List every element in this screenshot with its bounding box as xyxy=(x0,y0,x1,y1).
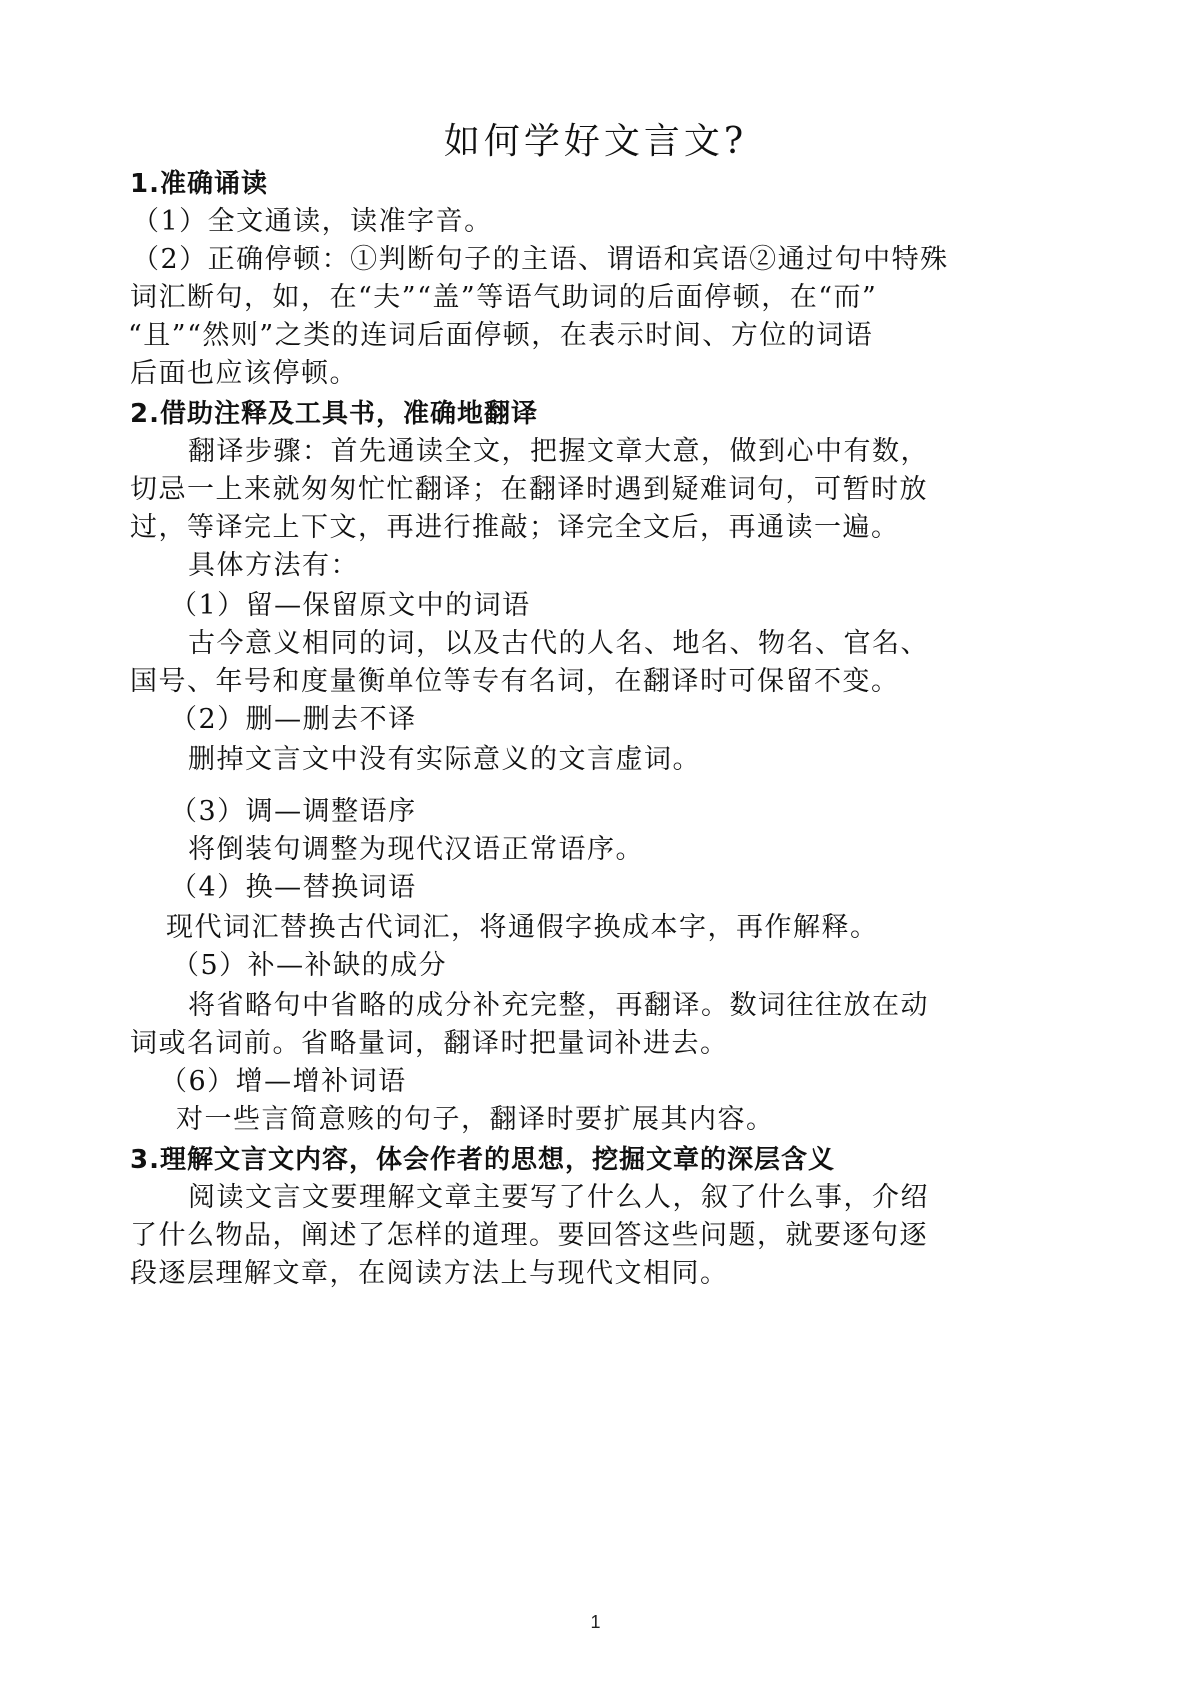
method-1-line-2: 国号、年号和度量衡单位等专有名词，在翻译时可保留不变。 xyxy=(130,666,900,697)
section-1-line-1: （1）全文通读，读准字音。 xyxy=(132,206,493,237)
section-1-line-4: “且”“然则”之类的连词后面停顿，在表示时间、方位的词语 xyxy=(128,320,874,351)
section-3-heading: 3.理解文言文内容，体会作者的思想，挖掘文章的深层含义 xyxy=(130,1145,835,1175)
section-2-line-3: 过，等译完上下文，再进行推敲；译完全文后，再通读一遍。 xyxy=(130,512,900,543)
method-2-heading: （2）删—删去不译 xyxy=(170,704,417,735)
method-6-heading: （6）增—增补词语 xyxy=(160,1066,407,1097)
method-3-line-1: 将倒装句调整为现代汉语正常语序。 xyxy=(188,834,644,865)
section-1-heading: 1.准确诵读 xyxy=(130,169,268,199)
document-title: 如何学好文言文? xyxy=(443,121,748,162)
method-3-heading: （3）调—调整语序 xyxy=(170,796,417,827)
method-4-heading: （4）换—替换词语 xyxy=(170,872,417,903)
section-3-line-3: 段逐层理解文章，在阅读方法上与现代文相同。 xyxy=(130,1258,729,1289)
method-4-line-1: 现代词汇替换古代词汇，将通假字换成本字，再作解释。 xyxy=(166,912,879,943)
section-2-line-4: 具体方法有： xyxy=(188,550,359,581)
section-2-line-1: 翻译步骤：首先通读全文，把握文章大意，做到心中有数， xyxy=(188,436,929,467)
section-2-line-2: 切忌一上来就匆匆忙忙翻译；在翻译时遇到疑难词句，可暂时放 xyxy=(130,474,928,505)
method-5-line-2: 词或名词前。省略量词，翻译时把量词补进去。 xyxy=(130,1028,729,1059)
section-3-line-2: 了什么物品，阐述了怎样的道理。要回答这些问题，就要逐句逐 xyxy=(130,1220,928,1251)
method-1-line-1: 古今意义相同的词，以及古代的人名、地名、物名、官名、 xyxy=(188,628,929,659)
section-1-line-2: （2）正确停顿：①判断句子的主语、谓语和宾语②通过句中特殊 xyxy=(132,244,949,275)
method-1-heading: （1）留—保留原文中的词语 xyxy=(170,590,531,621)
section-1-line-3: 词汇断句，如，在“夫”“盖”等语气助词的后面停顿，在“而” xyxy=(130,282,878,313)
method-2-line-1: 删掉文言文中没有实际意义的文言虚词。 xyxy=(188,744,701,775)
method-5-heading: （5）补—补缺的成分 xyxy=(172,950,448,981)
method-6-line-1: 对一些言简意赅的句子，翻译时要扩展其内容。 xyxy=(176,1104,775,1135)
method-5-line-1: 将省略句中省略的成分补充完整，再翻译。数词往往放在动 xyxy=(188,990,929,1021)
section-1-line-5: 后面也应该停顿。 xyxy=(130,358,358,389)
section-3-line-1: 阅读文言文要理解文章主要写了什么人，叙了什么事，介绍 xyxy=(188,1182,929,1213)
page-number: 1 xyxy=(590,1612,601,1632)
section-2-heading: 2.借助注释及工具书，准确地翻译 xyxy=(130,399,538,429)
